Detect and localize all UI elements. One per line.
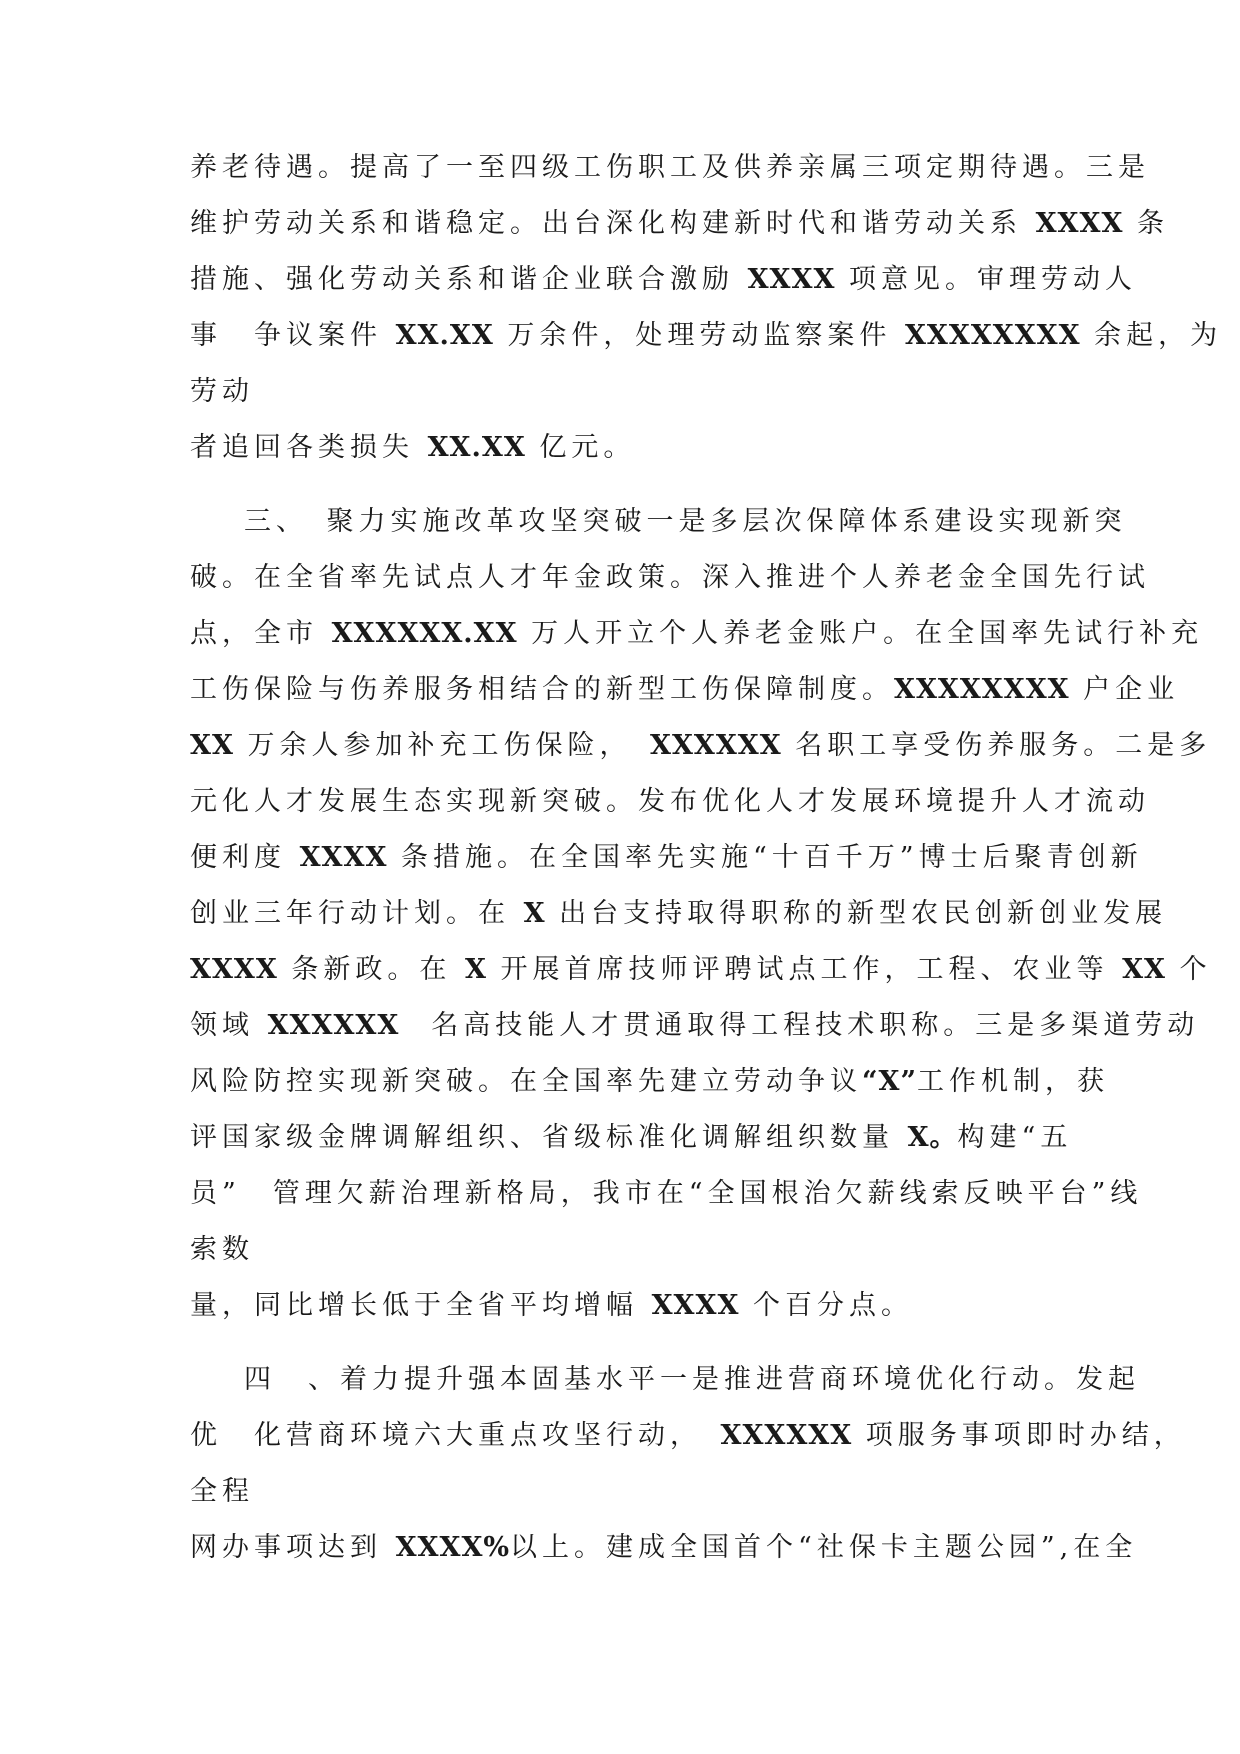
section-heading-line	[244, 504, 1127, 540]
text-segment: 创业三年行动计划。在	[190, 898, 524, 929]
text-line	[190, 672, 1179, 708]
text-segment: 出台支持取得职称的新型农民创新创业发展	[545, 898, 1168, 929]
text-segment: 工作机制，获	[917, 1066, 1110, 1097]
text-segment: 劳动	[190, 376, 254, 407]
bold-segment: XXXX	[651, 1290, 740, 1321]
text-line	[190, 1418, 1186, 1454]
text-line	[190, 784, 1150, 820]
text-segment: 领域	[190, 1010, 268, 1041]
text-segment: 破。在全省率先试点人才年金政策。深入推进个人养老金全国先行试	[190, 562, 1150, 593]
bold-segment: XXXX	[1035, 208, 1124, 239]
text-line	[190, 1232, 254, 1268]
text-segment: 网办事项达到	[190, 1532, 396, 1563]
text-segment: 万余人参加补充工伤保险，	[233, 730, 650, 761]
text-segment: 亿元。	[525, 432, 636, 463]
bold-segment: XX	[190, 730, 234, 761]
text-segment: 以上。建成全国首个“社保卡主题公园”,在全	[510, 1532, 1138, 1563]
text-segment: 优 化营商环境六大重点攻坚行动，	[190, 1420, 721, 1451]
text-segment: 事 争议案件	[190, 320, 396, 351]
bold-segment: “X”	[862, 1066, 918, 1097]
text-line	[190, 262, 1137, 298]
text-segment: 个	[1166, 954, 1212, 985]
bold-segment: XXXX	[747, 264, 836, 295]
text-segment: 项服务事项即时办结，	[852, 1420, 1186, 1451]
bold-segment: X	[464, 954, 487, 985]
text-line	[190, 1530, 1137, 1566]
text-segment: 养老待遇。提高了一至四级工伤职工及供养亲属三项定期待遇。三是	[190, 152, 1150, 183]
text-segment: 便利度	[190, 842, 300, 873]
text-segment: 维护劳动关系和谐稳定。出台深化构建新时代和谐劳动关系	[190, 208, 1036, 239]
text-segment: 评国家级金牌调解组织、省级标准化调解组织数量	[190, 1122, 908, 1153]
text-line	[190, 206, 1169, 242]
text-segment: 万余件，处理劳动监察案件	[493, 320, 905, 351]
text-line	[190, 1008, 1199, 1044]
text-segment: 工伤保险与伤养服务相结合的新型工伤保障制度。	[190, 674, 894, 705]
text-segment: 构建“五	[957, 1122, 1073, 1153]
text-line	[190, 1176, 1142, 1212]
bold-segment: XX.XX	[427, 432, 526, 463]
text-segment: 万人开立个人养老金账户。在全国率先试行补充	[517, 618, 1204, 649]
text-segment: 项意见。审理劳动人	[835, 264, 1137, 295]
text-segment: 元化人才发展生态实现新突破。发布优化人才发展环境提升人才流动	[190, 786, 1150, 817]
bold-segment: XX.XX	[395, 320, 494, 351]
bold-segment: XXXXXX	[267, 1010, 400, 1041]
text-segment: 索数	[190, 1234, 254, 1265]
text-line	[190, 952, 1212, 988]
text-line	[190, 1064, 1109, 1100]
text-segment: 户企业	[1069, 674, 1180, 705]
text-segment: 开展首席技师评聘试点工作，工程、农业等	[486, 954, 1123, 985]
text-segment: 者追回各类损失	[190, 432, 428, 463]
text-segment: 措施、强化劳动关系和谐企业联合激励	[190, 264, 748, 295]
section-heading-line	[244, 1362, 1140, 1398]
text-line	[190, 728, 1211, 764]
bold-segment: XXXX	[190, 954, 278, 985]
bold-segment: X。	[907, 1122, 958, 1153]
text-segment: 点，全市	[190, 618, 332, 649]
text-line	[190, 150, 1150, 186]
bold-segment: XXXXXX	[650, 730, 782, 761]
bold-segment: XX	[1122, 954, 1166, 985]
text-segment: 全程	[190, 1476, 254, 1507]
text-line	[190, 1120, 1072, 1156]
text-line	[190, 840, 1143, 876]
bold-segment: XXXXXXXX	[904, 320, 1081, 351]
text-line	[190, 1288, 913, 1324]
bold-segment: XXXX%	[395, 1532, 511, 1563]
bold-segment: XXXXXX.XX	[331, 618, 518, 649]
text-line	[190, 430, 635, 466]
text-segment: 员” 管理欠薪治理新格局，我市在“全国根治欠薪线索反映平台”线	[190, 1178, 1143, 1209]
text-segment: 条	[1123, 208, 1169, 239]
text-line	[190, 1474, 254, 1510]
text-segment: 四 、着力提升强本固基水平一是推进营商环境优化行动。发起	[244, 1364, 1140, 1395]
text-segment: 名职工享受伤养服务。二是多	[781, 730, 1212, 761]
text-segment: 条措施。在全国率先实施“十百千万”博士后聚青创新	[387, 842, 1143, 873]
text-segment: 个百分点。	[739, 1290, 913, 1321]
text-line	[190, 318, 1222, 354]
text-segment: 三、 聚力实施改革攻坚突破一是多层次保障体系建设实现新突	[244, 506, 1127, 537]
bold-segment: X	[523, 898, 546, 929]
text-segment: 条新政。在	[277, 954, 465, 985]
text-segment: 余起，为	[1080, 320, 1223, 351]
text-segment: 名高技能人才贯通取得工程技术职称。三是多渠道劳动	[399, 1010, 1200, 1041]
bold-segment: XXXXXX	[720, 1420, 853, 1451]
text-segment: 风险防控实现新突破。在全国率先建立劳动争议	[190, 1066, 862, 1097]
text-segment: 量，同比增长低于全省平均增幅	[190, 1290, 652, 1321]
text-line	[190, 374, 254, 410]
text-line	[190, 616, 1203, 652]
text-line	[190, 896, 1167, 932]
bold-segment: XXXX	[299, 842, 388, 873]
bold-segment: XXXXXXXX	[894, 674, 1070, 705]
text-line	[190, 560, 1150, 596]
